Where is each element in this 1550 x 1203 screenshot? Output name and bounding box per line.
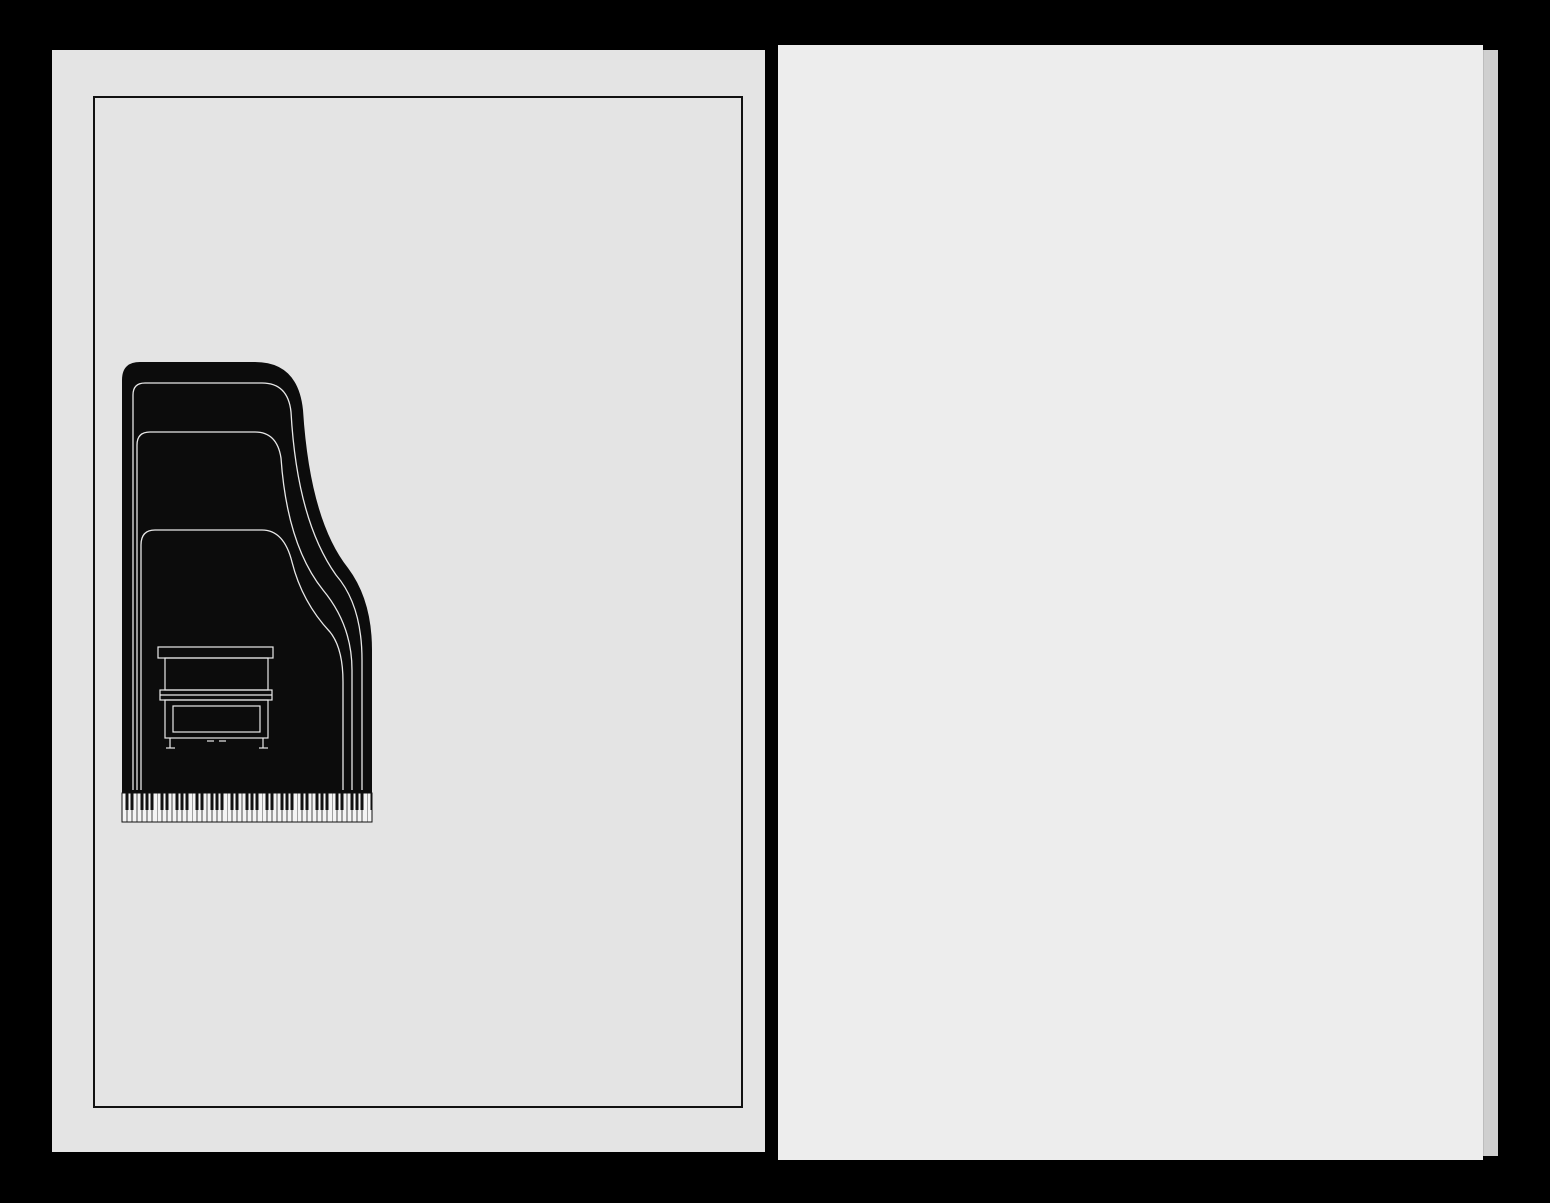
grand-piano-illustration bbox=[110, 310, 380, 830]
piano-body bbox=[122, 362, 372, 822]
author-signature bbox=[1100, 1059, 1400, 1077]
right-page bbox=[778, 45, 1483, 1160]
keyboard bbox=[122, 793, 372, 822]
page-edge bbox=[1483, 50, 1498, 1156]
